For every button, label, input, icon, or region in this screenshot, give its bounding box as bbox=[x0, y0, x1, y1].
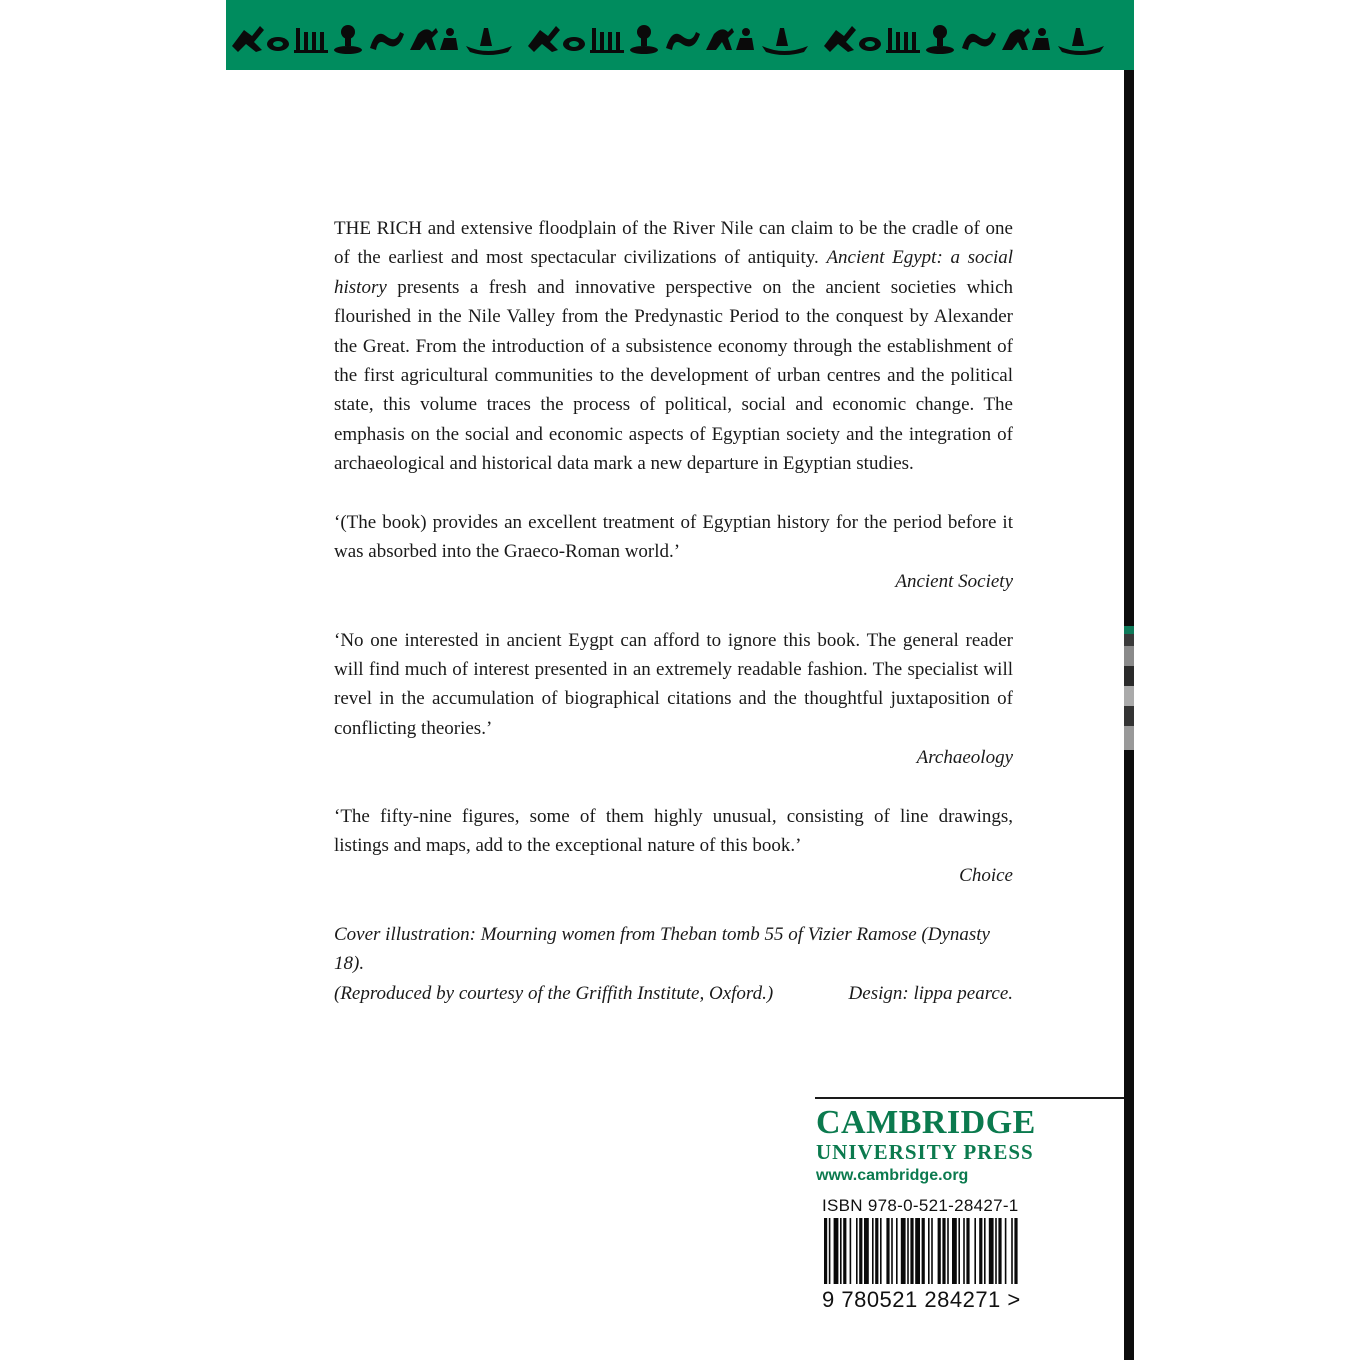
barcode-bar bbox=[989, 1218, 994, 1284]
review-source: Choice bbox=[959, 864, 1013, 886]
barcode-bar bbox=[952, 1218, 957, 1284]
barcode-bar bbox=[886, 1218, 889, 1284]
barcode-bar bbox=[840, 1218, 842, 1284]
review-quote bbox=[334, 626, 1013, 744]
review-quote bbox=[334, 802, 1013, 861]
barcode-bar bbox=[896, 1218, 898, 1284]
barcode-bar bbox=[1014, 1218, 1017, 1284]
review-text: ‘No one interested in ancient Eygpt can afford to ignore this book. The general reader will find much of interest presented in an extremely readable fashion. The specialist will revel in the accumulation of biographical citations and the thoughtful juxtaposition of conflicting theories.’ bbox=[334, 629, 1013, 739]
review-text: ‘(The book) provides an excellent treatment of Egyptian history for the period before it was absorbed into the Graeco-Roman world.’ bbox=[334, 512, 1013, 563]
barcode-bar bbox=[928, 1218, 930, 1284]
barcode-bar bbox=[864, 1218, 869, 1284]
barcode-bar bbox=[829, 1218, 831, 1284]
credit-line bbox=[334, 979, 1013, 1008]
publisher-divider bbox=[815, 1097, 1125, 1099]
barcode-bar bbox=[947, 1218, 949, 1284]
description-text-a: THE RICH and extensive floodplain of the River Nile can claim to be the cradle of one of the earliest and most spectacular civilizations of antiquity. bbox=[334, 218, 1013, 269]
review-source: Ancient Society bbox=[895, 570, 1013, 592]
reproduction-credit: (Reproduced by courtesy of the Griffith Institute, Oxford.) bbox=[334, 982, 774, 1004]
barcode-digits: 9 780521 284271 > bbox=[822, 1287, 1021, 1312]
barcode-bar bbox=[872, 1218, 874, 1284]
barcode-bar bbox=[834, 1218, 839, 1284]
barcode-bar bbox=[915, 1218, 920, 1284]
barcode-bar bbox=[910, 1218, 913, 1284]
barcode-bar bbox=[958, 1218, 960, 1284]
book-title: Ancient Egypt: a social history bbox=[334, 247, 1014, 298]
barcode-bar bbox=[875, 1218, 878, 1284]
hieroglyph-band bbox=[226, 0, 1134, 70]
barcode-bar bbox=[859, 1218, 862, 1284]
barcode-bar bbox=[891, 1218, 893, 1284]
barcode-bar bbox=[938, 1218, 941, 1284]
barcode-bar bbox=[942, 1218, 945, 1284]
barcode-bar bbox=[850, 1218, 852, 1284]
spine-image-strip bbox=[1124, 626, 1134, 750]
review-source: Archaeology bbox=[916, 747, 1013, 769]
review-text: ‘The fifty-nine figures, some of them highly unusual, consisting of line drawings, listings and maps, add to the exceptional nature of this book.’ bbox=[334, 806, 1013, 857]
review-quote bbox=[334, 508, 1013, 567]
design-credit: Design: lippa pearce. bbox=[848, 982, 1013, 1004]
publisher-press: UNIVERSITY PRESS bbox=[816, 1140, 1034, 1164]
cover-illustration-credit: Cover illustration: Mourning women from Theban tomb 55 of Vizier Ramose (Dynasty 18). bbox=[334, 923, 990, 975]
back-cover bbox=[226, 0, 1134, 1360]
blurb-text bbox=[334, 214, 1013, 1008]
barcode-bar bbox=[966, 1218, 969, 1284]
publisher-logo bbox=[816, 1106, 1116, 1188]
description-paragraph bbox=[334, 214, 1013, 479]
barcode-bar bbox=[901, 1218, 906, 1284]
barcode-bar bbox=[1005, 1218, 1007, 1284]
barcode-bar bbox=[979, 1218, 982, 1284]
barcode-bar bbox=[856, 1218, 858, 1284]
barcode-bar bbox=[931, 1218, 933, 1284]
publisher-name: CAMBRIDGE bbox=[816, 1104, 1036, 1141]
description-text-b: presents a fresh and innovative perspective on the ancient societies which flourished in the Nile Valley from the Predynastic Period to the conquest by Alexander the Great. From the introduction of a subsistence economy through the establishment of the first agricultural communities to the development of urban centres and the political state, this volume traces the process of political, social and economic change. The emphasis on the social and economic aspects of Egyptian society and the integration of archaeological and historical data mark a new departure in Egyptian studies. bbox=[334, 276, 1013, 475]
barcode-icon bbox=[822, 1218, 1022, 1288]
isbn-label: ISBN 978-0-521-28427-1 bbox=[822, 1196, 1019, 1215]
barcode-bar bbox=[995, 1218, 997, 1284]
barcode-bar bbox=[984, 1218, 986, 1284]
barcode-bar bbox=[998, 1218, 1001, 1284]
barcode-bar bbox=[843, 1218, 846, 1284]
hieroglyph-border-icon bbox=[226, 6, 1134, 64]
barcode-bar bbox=[880, 1218, 882, 1284]
barcode-bar bbox=[1011, 1218, 1013, 1284]
barcode-bar bbox=[974, 1218, 976, 1284]
barcode-bar bbox=[824, 1218, 827, 1284]
barcode-bar bbox=[963, 1218, 965, 1284]
barcode-bar bbox=[907, 1218, 909, 1284]
barcode-bar bbox=[922, 1218, 925, 1284]
publisher-url: www.cambridge.org bbox=[816, 1167, 969, 1184]
